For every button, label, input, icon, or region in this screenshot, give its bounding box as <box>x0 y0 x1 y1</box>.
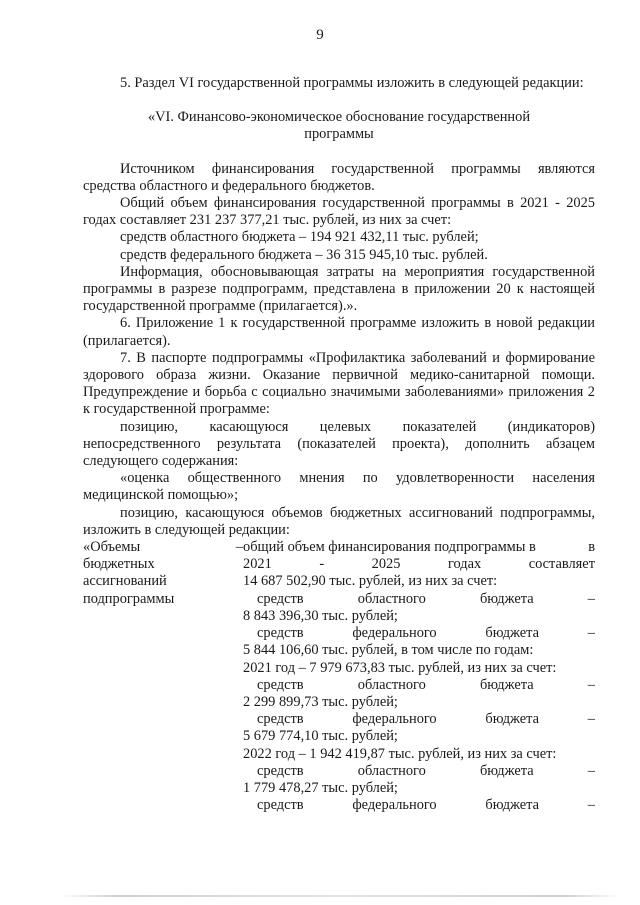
section-intro: 5. Раздел VI государственной программы изложить в следующей редакции: <box>120 75 584 91</box>
year-2021-federal-words: средств федерального бюджета – <box>257 711 595 728</box>
scan-edge-line <box>60 895 620 897</box>
paragraph-allocations: позицию, касающуюся объемов бюджетных ассигнований подпрограммы, изложить в следующей редакции: <box>83 504 595 538</box>
page-number: 9 <box>316 27 324 43</box>
table-dash: – <box>235 539 243 556</box>
year-2022-federal-words: средств федерального бюджета – <box>257 797 595 814</box>
year-2021-federal-amount: 5 679 774,10 тыс. рублей; <box>243 728 398 745</box>
text-body <box>83 75 595 814</box>
year-2021-regional-amount: 2 299 899,73 тыс. рублей; <box>243 693 398 710</box>
section-heading-line-2: программы <box>304 126 374 143</box>
year-2022-total: 2022 год – 1 942 419,87 тыс. рублей, из них за счет: <box>243 745 557 762</box>
regional-amount: 8 843 396,30 тыс. рублей; <box>243 607 398 624</box>
federal-words-line: средств федерального бюджета – <box>257 625 595 642</box>
total-line-3: 14 687 502,90 тыс. рублей, из них за счет: <box>243 573 498 590</box>
table-left-line: подпрограммы <box>83 590 175 607</box>
paragraph-indicators: позицию, касающуюся целевых показателей (индикаторов) непосредственного результата (показателей проекта), дополнить абзацем следующего содержания: <box>83 418 595 470</box>
total-line-1: общий объем финансирования подпрограммы в в <box>243 539 595 556</box>
paragraph-item-6: 6. Приложение 1 к государственной программе изложить в новой редакции (прилагается). <box>83 315 595 349</box>
year-2021-total: 2021 год – 7 979 673,83 тыс. рублей, из них за счет: <box>243 659 557 676</box>
year-2021-regional-words: средств областного бюджета – <box>257 676 595 693</box>
allocations-table <box>83 539 595 814</box>
year-2022-regional-amount: 1 779 478,27 тыс. рублей; <box>243 779 398 796</box>
total-line-2: 2021 - 2025 годах составляет <box>243 556 595 573</box>
table-left-line: «Объемы – <box>83 539 243 556</box>
paragraph-information: Информация, обосновывающая затраты на мероприятия государственной программы в разрезе подпрограмм, представлена в приложении 20 к настоящей государственной программе (прилагается).». <box>83 263 595 315</box>
paragraph-funding-source: Источником финансирования государственной программы являются средства областного и федерального бюджетов. <box>83 160 595 194</box>
federal-amount: 5 844 106,60 тыс. рублей, в том числе по годам: <box>243 642 534 659</box>
table-left-line: бюджетных <box>83 556 155 573</box>
table-right-column <box>243 539 595 814</box>
year-2022-regional-words: средств областного бюджета – <box>257 762 595 779</box>
regional-words-line: средств областного бюджета – <box>257 590 595 607</box>
paragraph-item-7: 7. В паспорте подпрограммы «Профилактика заболеваний и формирование здорового образа жизни. Оказание первичной медико-санитарной помощи. Предупреждение и борьба с социально значимыми заболеваниями» приложения 2 к государственной программе: <box>83 349 595 418</box>
paragraph-regional-budget: средств областного бюджета – 194 921 432,11 тыс. рублей; <box>120 229 479 246</box>
table-left-line: ассигнований <box>83 573 167 590</box>
paragraph-total-volume: Общий объем финансирования государственной программы в 2021 - 2025 годах составляет 231 237 377,21 тыс. рублей, из них за счет: <box>83 195 595 229</box>
paragraph-opinion: «оценка общественного мнения по удовлетворенности населения медицинской помощью»; <box>83 470 595 504</box>
table-left-column <box>83 539 243 814</box>
paragraph-federal-budget: средств федерального бюджета – 36 315 945,10 тыс. рублей. <box>120 246 488 263</box>
section-heading-line-1: «VI. Финансово-экономическое обоснование государственной <box>147 109 531 126</box>
